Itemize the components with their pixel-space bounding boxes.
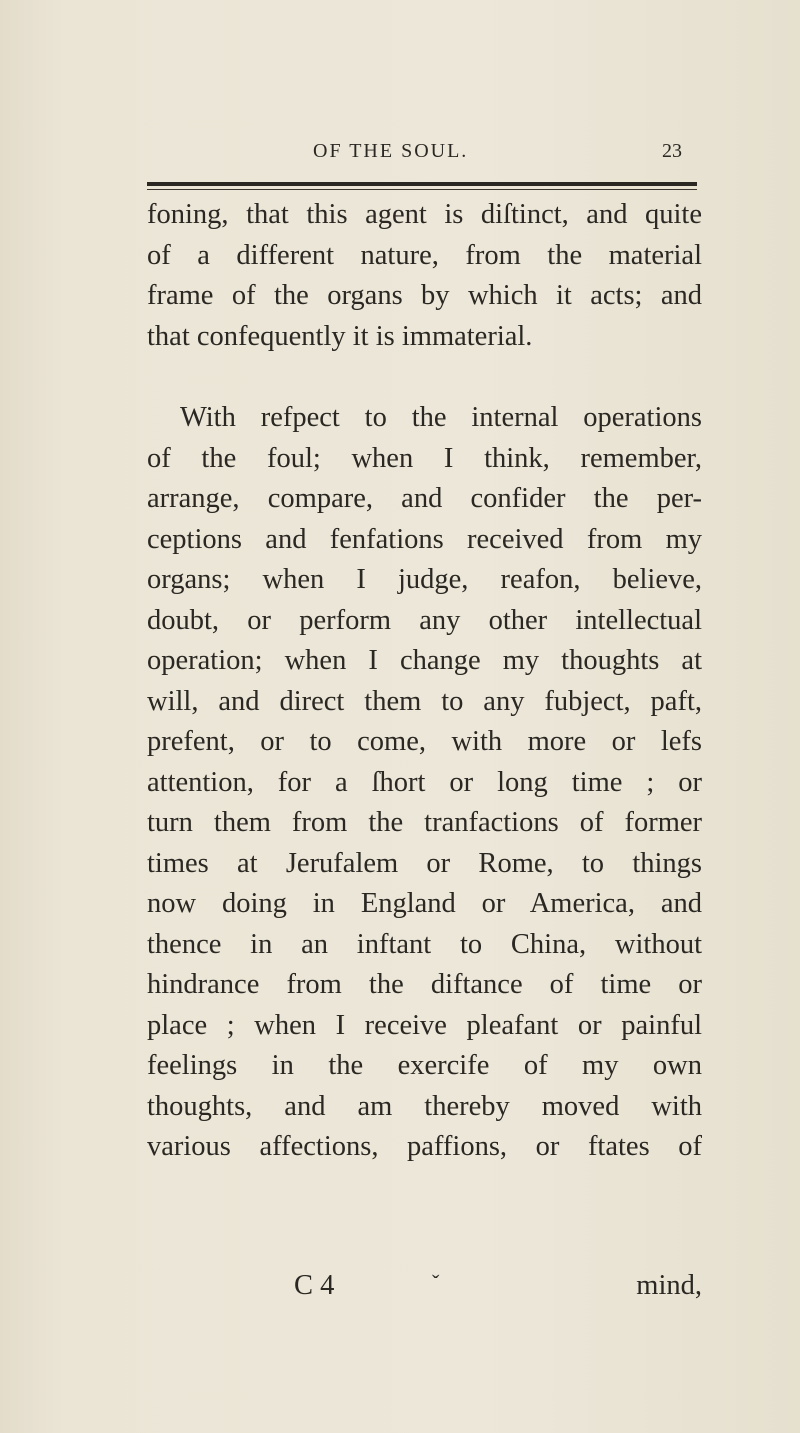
- text-line: attention, for a ſhort or long time ; or: [147, 766, 702, 798]
- text-line: thoughts, and am thereby moved with: [147, 1090, 702, 1122]
- text-line: thence in an inftant to China, without: [147, 928, 702, 960]
- text-line: of a different nature, from the material: [147, 239, 702, 271]
- text-line: place ; when I receive pleafant or painful: [147, 1009, 702, 1041]
- text-line: feelings in the exercife of my own: [147, 1050, 702, 1081]
- text-line: prefent, or to come, with more or lefs: [147, 726, 702, 757]
- text-line: doubt, or perform any other intellectual: [147, 604, 702, 636]
- text-line: turn them from the tranfactions of former: [147, 807, 702, 838]
- paragraph-gap: [147, 357, 702, 398]
- text-line: will, and direct them to any fubject, paft,: [147, 685, 702, 717]
- text-line: frame of the organs by which it acts; and: [147, 280, 702, 311]
- text-line: now doing in England or America, and: [147, 888, 702, 919]
- stray-mark: ˇ: [432, 1270, 440, 1295]
- text-line: operation; when I change my thoughts at: [147, 645, 702, 676]
- signature-mark: C 4: [294, 1270, 335, 1301]
- page-number: 23: [662, 140, 682, 162]
- body-text: [147, 195, 702, 1168]
- header-rule-thin: [147, 189, 697, 190]
- text-line: ceptions and fenfations received from my: [147, 523, 702, 555]
- paragraph-1: [147, 195, 702, 357]
- text-line: organs; when I judge, reafon, believe,: [147, 564, 702, 595]
- text-line: With refpect to the internal operations: [180, 402, 702, 433]
- text-line: various affections, paffions, or ftates of: [147, 1131, 702, 1162]
- page-footer: [147, 1270, 702, 1310]
- running-head: OF THE SOUL.: [313, 140, 469, 162]
- text-line: arrange, compare, and confider the per-: [147, 483, 702, 514]
- catchword: mind,: [636, 1270, 702, 1301]
- page-header: [0, 140, 800, 170]
- text-line: hindrance from the diftance of time or: [147, 969, 702, 1000]
- text-line: foning, that this agent is diſtinct, and quite: [147, 199, 702, 230]
- text-line: that confequently it is immaterial.: [147, 320, 533, 352]
- text-line: times at Jerufalem or Rome, to things: [147, 847, 702, 879]
- paragraph-2: [147, 398, 702, 1168]
- text-line: of the foul; when I think, remember,: [147, 442, 702, 474]
- header-rule-thick: [147, 182, 697, 186]
